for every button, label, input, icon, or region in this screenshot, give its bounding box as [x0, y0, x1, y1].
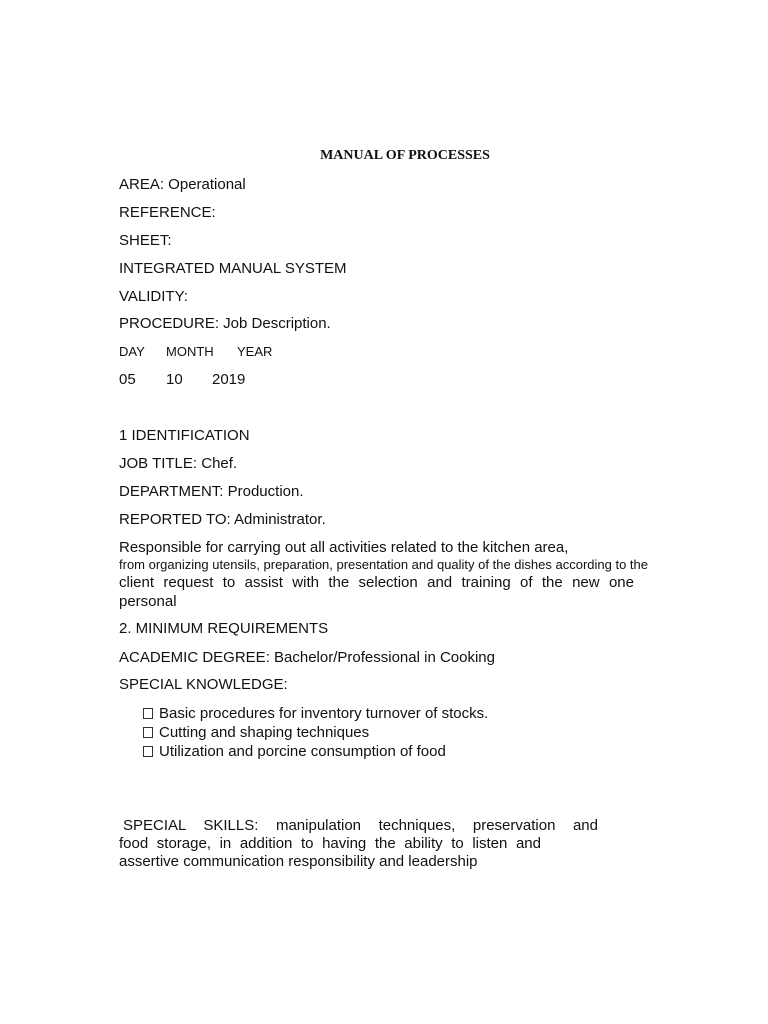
knowledge-item: Cutting and shaping techniques	[143, 723, 369, 742]
department-line: DEPARTMENT: Production.	[119, 483, 304, 500]
sheet-line: SHEET:	[119, 232, 172, 249]
checkbox-icon	[143, 708, 153, 719]
knowledge-item: Utilization and porcine consumption of food	[143, 742, 446, 761]
document-title: MANUAL OF PROCESSES	[320, 148, 490, 163]
day-value: 05	[119, 371, 136, 388]
reference-line: REFERENCE:	[119, 204, 216, 221]
knowledge-item: Basic procedures for inventory turnover of stocks.	[143, 704, 488, 723]
special-skills-line-1: SPECIAL SKILLS: manipulation techniques, preservation and	[123, 817, 598, 834]
identification-heading: 1 IDENTIFICATION	[119, 427, 250, 444]
day-label: DAY	[119, 344, 145, 359]
validity-line: VALIDITY:	[119, 288, 188, 305]
area-line: AREA: Operational	[119, 176, 246, 193]
checkbox-icon	[143, 727, 153, 738]
checkbox-icon	[143, 746, 153, 757]
procedure-line: PROCEDURE: Job Description.	[119, 315, 331, 332]
month-label: MONTH	[166, 344, 214, 359]
description-line-4: personal	[119, 593, 177, 610]
reported-to-line: REPORTED TO: Administrator.	[119, 511, 326, 528]
description-line-1: Responsible for carrying out all activities related to the kitchen area,	[119, 539, 569, 556]
system-line: INTEGRATED MANUAL SYSTEM	[119, 260, 347, 277]
description-line-3: client request to assist with the selection and training of the new one	[119, 574, 634, 591]
description-line-2: from organizing utensils, preparation, presentation and quality of the dishes according to the	[119, 557, 648, 572]
year-value: 2019	[212, 371, 246, 388]
job-title-line: JOB TITLE: Chef.	[119, 455, 238, 472]
academic-degree-line: ACADEMIC DEGREE: Bachelor/Professional in Cooking	[119, 649, 495, 666]
special-skills-line-3: assertive communication responsibility and leadership	[119, 853, 478, 870]
special-skills-line-2: food storage, in addition to having the ability to listen and	[119, 835, 541, 852]
special-knowledge-label: SPECIAL KNOWLEDGE:	[119, 676, 288, 693]
year-label: YEAR	[237, 344, 273, 359]
month-value: 10	[166, 371, 183, 388]
requirements-heading: 2. MINIMUM REQUIREMENTS	[119, 620, 329, 637]
special-skills-paragraph	[119, 817, 598, 871]
